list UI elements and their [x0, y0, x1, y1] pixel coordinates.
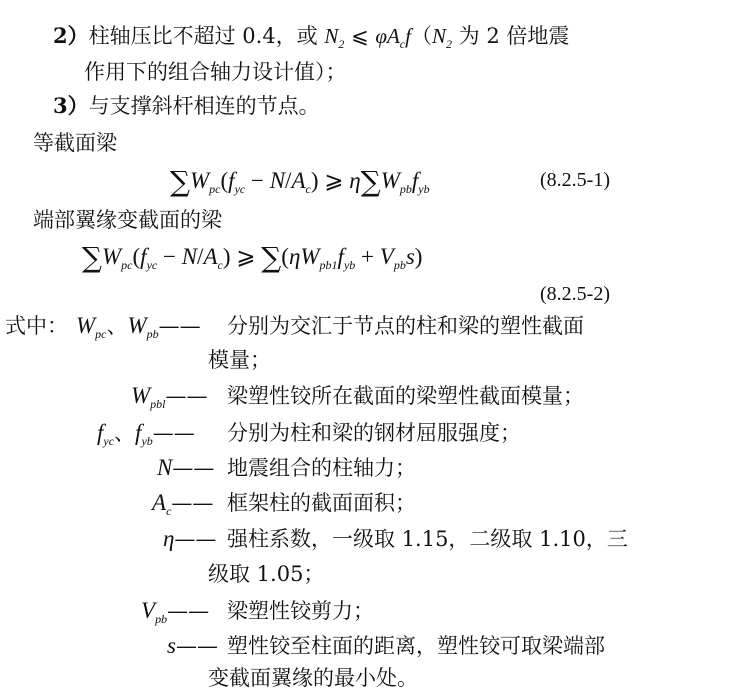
subscript: pc	[121, 258, 133, 272]
subscript: 2	[338, 37, 345, 51]
subscript: yc	[234, 182, 246, 196]
symbol-n: N	[431, 24, 446, 48]
em-dash: ——	[175, 634, 218, 658]
paren: (	[132, 244, 141, 269]
symbol-n: N	[269, 168, 286, 193]
symbol-n: N	[181, 244, 198, 269]
subscript: pb	[155, 612, 168, 626]
item-3-text: 与支撑斜杆相连的节点。	[88, 94, 320, 118]
def-text-5: 强柱系数，一级取 1.15，二级取 1.10，三	[227, 527, 628, 551]
symbol-f: f	[411, 168, 419, 193]
paren: （	[410, 24, 432, 48]
equation-number-1: (8.2.5-1)	[540, 169, 610, 191]
symbol-f: f	[140, 244, 147, 269]
def-text-2: 分别为柱和梁的钢材屈服强度；	[227, 421, 521, 445]
separator: 、	[114, 421, 136, 445]
subscript: c	[399, 37, 406, 51]
def-symbol-wpbl	[131, 382, 208, 418]
subscript: c	[166, 504, 172, 518]
em-dash: ——	[158, 314, 201, 338]
subscript: yc	[146, 258, 158, 272]
symbol-f: f	[228, 168, 235, 193]
item-3	[53, 92, 320, 120]
operator: +	[355, 244, 380, 269]
em-dash: ——	[165, 384, 208, 408]
item-2-line-2: 作用下的组合轴力设计值）；	[84, 60, 347, 84]
subscript: 2	[445, 37, 452, 51]
subscript: yb	[141, 434, 153, 448]
symbol-n: N	[157, 455, 173, 480]
subscript: pbl	[150, 397, 166, 411]
subscript: c	[305, 182, 311, 196]
symbol-s: s	[405, 244, 415, 269]
paren: )	[310, 168, 319, 193]
subscript: yc	[103, 434, 115, 448]
subscript: c	[217, 258, 223, 272]
def-symbol-n	[157, 454, 214, 482]
separator: 、	[106, 314, 128, 338]
def-symbol-s	[167, 632, 218, 660]
symbol-eta: η	[349, 168, 361, 193]
relation: ⩾	[318, 168, 350, 193]
symbol-a: A	[386, 24, 400, 48]
item-2-line-1	[53, 22, 569, 58]
subscript: pb	[399, 182, 412, 196]
item-2-text-post: 为 2 倍地震	[451, 24, 570, 48]
item-3-number: 3）	[53, 93, 89, 118]
item-2-text: 柱轴压比不超过 0.4，或	[88, 24, 325, 48]
equation-8-2-5-2	[82, 241, 422, 281]
def-text-0: 分别为交汇于节点的柱和梁的塑性截面	[227, 314, 584, 338]
operator: /	[285, 168, 292, 193]
symbol-w: W	[380, 168, 400, 193]
where-label: 式中：	[5, 314, 68, 338]
em-dash: ——	[152, 421, 195, 445]
symbol-v: V	[379, 244, 394, 269]
equation-number-2: (8.2.5-2)	[540, 283, 610, 305]
heading-flange-varying-beam: 端部翼缘变截面的梁	[33, 208, 222, 232]
symbol-w: W	[131, 383, 151, 408]
paren: )	[414, 244, 423, 269]
subscript: pc	[95, 327, 107, 341]
subscript: pc	[209, 182, 221, 196]
operator: −	[157, 244, 182, 269]
heading-equal-section-beam: 等截面梁	[33, 131, 117, 155]
relation: ⩽	[344, 24, 376, 48]
item-2-number: 2）	[53, 23, 89, 48]
em-dash: ——	[172, 456, 215, 480]
em-dash: ——	[174, 527, 217, 551]
symbol-w: W	[190, 168, 210, 193]
symbol-phi: φ	[375, 24, 387, 48]
def-text-4: 框架柱的截面面积；	[227, 491, 416, 515]
def-text-7-cont: 变截面翼缘的最小处。	[208, 666, 418, 690]
symbol-a: A	[152, 490, 167, 515]
symbol-w: W	[76, 313, 96, 338]
operator: /	[197, 244, 204, 269]
def-text-7: 塑性铰至柱面的距离，塑性铰可取梁端部	[227, 634, 605, 658]
subscript: yb	[418, 182, 430, 196]
symbol-eta: η	[288, 244, 301, 269]
sum-symbol: ∑	[82, 241, 102, 274]
sum-symbol: ∑	[360, 165, 381, 198]
def-symbol-wpc-wpb	[76, 312, 201, 348]
subscript: yb	[343, 258, 356, 272]
symbol-f: f	[135, 420, 142, 445]
def-symbol-ac	[152, 489, 213, 525]
def-text-1: 梁塑性铰所在截面的梁塑性截面模量；	[227, 384, 584, 408]
paren: (	[220, 168, 229, 193]
symbol-f: f	[97, 420, 104, 445]
relation: ⩾	[230, 244, 262, 269]
paren: (	[281, 244, 289, 269]
def-text-5-cont: 级取 1.05；	[208, 562, 325, 586]
symbol-w: W	[300, 244, 320, 269]
equation-8-2-5-1	[170, 165, 430, 205]
symbol-eta: η	[163, 526, 175, 551]
sum-symbol: ∑	[261, 241, 282, 274]
symbol-w: W	[127, 313, 147, 338]
em-dash: ——	[167, 599, 210, 623]
def-text-3: 地震组合的柱轴力；	[227, 456, 416, 480]
symbol-s: s	[167, 633, 176, 658]
em-dash: ——	[171, 491, 214, 515]
def-symbol-vpb	[141, 597, 209, 633]
subscript: pb	[146, 327, 159, 341]
def-symbol-eta	[163, 525, 216, 553]
subscript: pb1	[319, 258, 338, 272]
def-text-6: 梁塑性铰剪力；	[227, 599, 374, 623]
def-text-0-cont: 模量；	[208, 348, 271, 372]
symbol-v: V	[141, 598, 156, 623]
symbol-a: A	[203, 244, 218, 269]
symbol-w: W	[102, 244, 122, 269]
def-symbol-fyc-fyb	[97, 419, 195, 455]
sum-symbol: ∑	[170, 165, 190, 198]
paren: )	[222, 244, 231, 269]
subscript: pb	[393, 258, 406, 272]
operator: −	[245, 168, 270, 193]
symbol-f: f	[337, 244, 344, 269]
symbol-f: f	[405, 24, 411, 48]
symbol-n: N	[324, 24, 339, 48]
symbol-a: A	[291, 168, 306, 193]
